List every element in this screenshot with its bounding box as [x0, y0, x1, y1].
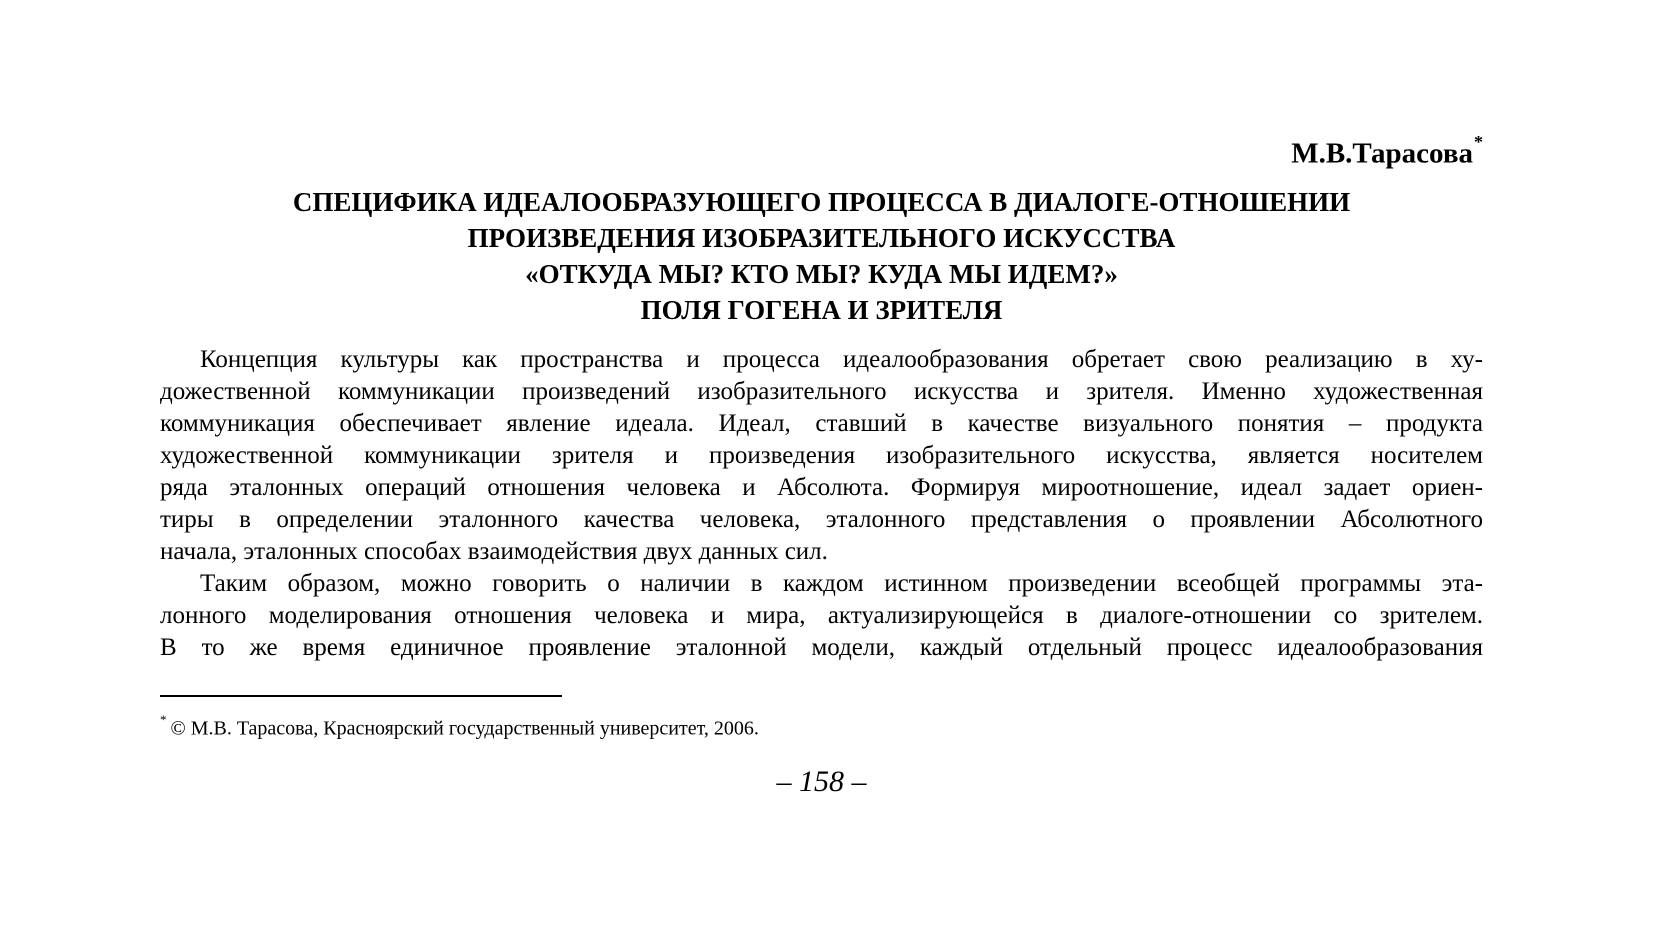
article-body: [160, 344, 1483, 664]
paragraph-1: [160, 344, 1483, 568]
footnote-divider: [160, 695, 562, 697]
paragraph-2: [160, 568, 1483, 664]
paragraph-line: ряда эталонных операций отношения человека и Абсолюта. Формируя мироотношение, идеал задает ориен-: [160, 474, 1483, 501]
page-number: – 158 –: [776, 765, 867, 798]
paragraph-line: В то же время единичное проявление эталонной модели, каждый отдельный процесс идеалообразования: [160, 634, 1483, 661]
title-line-2: ПРОИЗВЕДЕНИЯ ИЗОБРАЗИТЕЛЬНОГО ИСКУССТВА: [467, 223, 1176, 253]
footnote: [160, 710, 759, 742]
title-line-3: «ОТКУДА МЫ? КТО МЫ? КУДА МЫ ИДЕМ?»: [525, 259, 1118, 289]
author-name-text: М.В.Тарасова: [1291, 137, 1473, 170]
footnote-mark: *: [160, 712, 167, 727]
paragraph-line: начала, эталонных способах взаимодействия двух данных сил.: [160, 538, 828, 565]
footnote-text: © М.В. Тарасова, Красноярский государственный университет, 2006.: [170, 717, 759, 740]
paragraph-line: дожественной коммуникации произведений изобразительного искусства и зрителя. Именно художественная: [160, 378, 1483, 405]
paragraph-line: Концепция культуры как пространства и процесса идеалообразования обретает свою реализацию в ху-: [200, 346, 1483, 373]
paragraph-line: лонного моделирования отношения человека и мира, актуализирующейся в диалоге-отношении со зрителем.: [160, 602, 1483, 629]
paragraph-line: коммуникация обеспечивает явление идеала. Идеал, ставший в качестве визуального понятия – продукта: [160, 410, 1483, 437]
title-line-1: СПЕЦИФИКА ИДЕАЛООБРАЗУЮЩЕГО ПРОЦЕССА В ДИАЛОГЕ-ОТНОШЕНИИ: [292, 187, 1351, 217]
document-page: [160, 0, 1483, 926]
paragraph-line: тиры в определении эталонного качества человека, эталонного представления о проявлении Абсолютного: [160, 506, 1483, 533]
author-footnote-mark: *: [1474, 132, 1483, 152]
title-line-4: ПОЛЯ ГОГЕНА И ЗРИТЕЛЯ: [640, 295, 1003, 325]
article-title: [160, 184, 1483, 328]
paragraph-line: Таким образом, можно говорить о наличии в каждом истинном произведении всеобщей программы эта-: [200, 570, 1483, 597]
author-name: [1291, 128, 1483, 172]
paragraph-line: художественной коммуникации зрителя и произведения изобразительного искусства, является носителем: [160, 442, 1483, 469]
